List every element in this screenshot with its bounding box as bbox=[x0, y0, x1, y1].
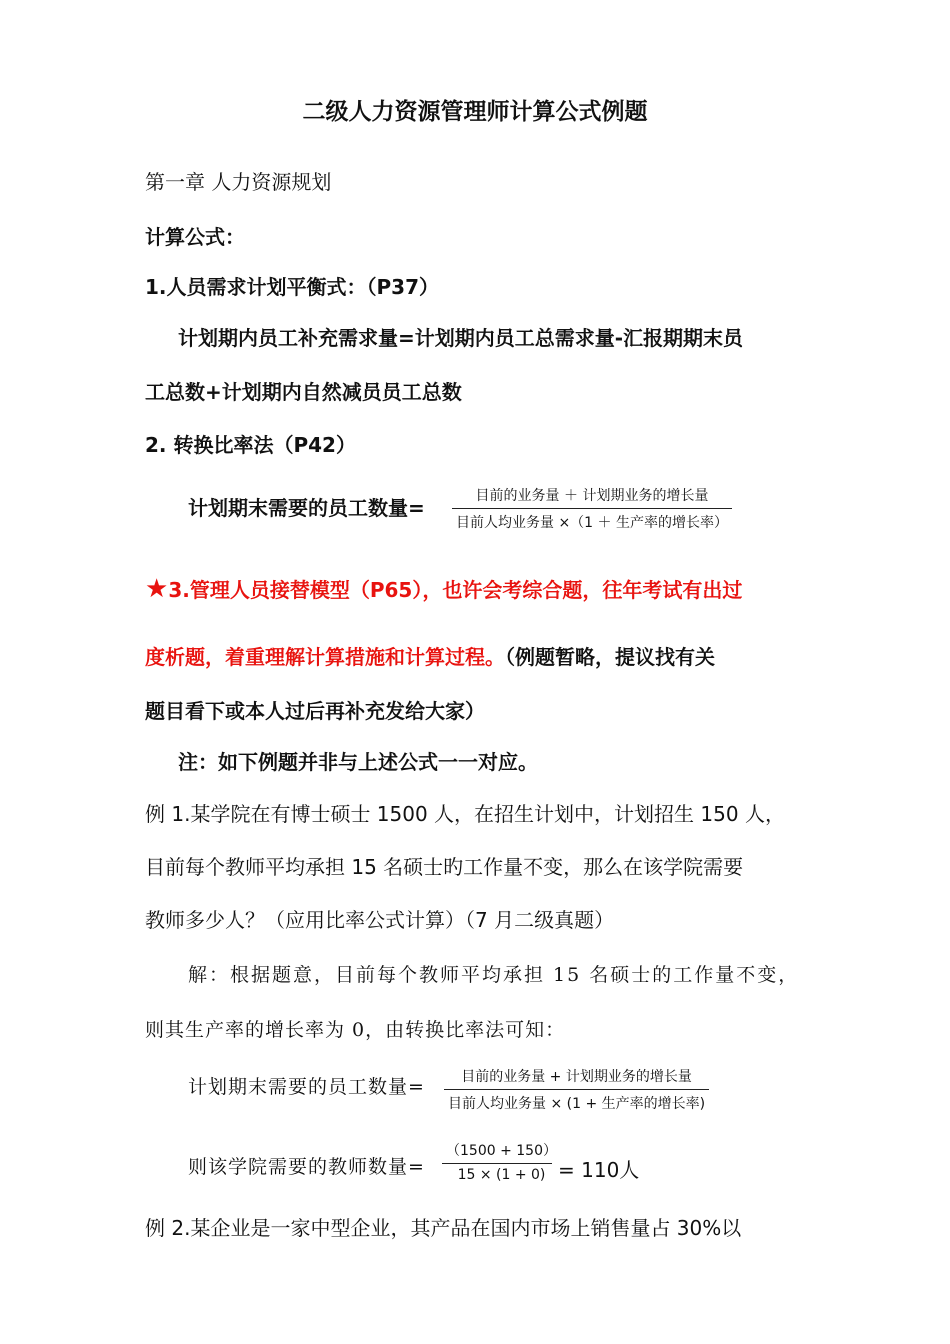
formula-3-black-text: （例题暂略，提议找有关 bbox=[505, 645, 715, 669]
solution-line-1: 解：根据题意，目前每个教师平均承担 15 名硕士的工作量不变， bbox=[188, 964, 800, 986]
example-2-line-1: 例 2.某企业是一家中型企业，其产品在国内市场上销售量占 30%以 bbox=[145, 1216, 742, 1240]
calculation-denominator: 15 × (1 + 0) bbox=[457, 1167, 546, 1183]
calculation-numerator: （1500 + 150） bbox=[446, 1143, 557, 1159]
calculation-fraction bbox=[442, 1140, 561, 1183]
formula-2-numerator: 目前的业务量 ＋ 计划期业务的增长量 bbox=[475, 488, 709, 504]
formula-2-fraction bbox=[452, 485, 732, 532]
formula-1-line-1: 计划期内员工补充需求量=计划期内员工总需求量-汇报期期末员 bbox=[178, 326, 744, 350]
formula-3-red-text-2: 度析题，着重理解计算措施和计算过程。 bbox=[145, 645, 505, 669]
solution-formula-lhs: 计划期末需要的员工数量= bbox=[188, 1076, 425, 1098]
solution-formula-denominator: 目前人均业务量 × (1 + 生产率的增长率) bbox=[448, 1096, 706, 1112]
formula-1-line-2: 工总数+计划期内自然减员员工总数 bbox=[145, 380, 462, 404]
formula-3-line-2 bbox=[145, 641, 715, 670]
example-1-line-2: 目前每个教师平均承担 15 名硕士旳工作量不变，那么在该学院需要 bbox=[145, 855, 744, 879]
formula-2-denominator: 目前人均业务量 ×（1 ＋ 生产率的增长率） bbox=[456, 515, 728, 531]
formulas-heading: 计算公式： bbox=[145, 225, 245, 249]
solution-formula-fraction bbox=[444, 1066, 709, 1113]
example-1-line-3: 教师多少人？（应用比率公式计算）（7 月二级真题） bbox=[145, 908, 615, 932]
example-1-line-1: 例 1.某学院在有博士硕士 1500 人，在招生计划中，计划招生 150 人， bbox=[145, 802, 785, 826]
calculation-lhs: 则该学院需要的教师数量= bbox=[188, 1156, 425, 1178]
formula-3-red-text-1: 3.管理人员接替模型（P65），也许会考综合题，往年考试有出过 bbox=[168, 578, 743, 602]
chapter-heading: 第一章 人力资源规划 bbox=[145, 170, 332, 194]
page-title: 二级人力资源管理师计算公式例题 bbox=[302, 99, 648, 125]
formula-2-heading: 2. 转换比率法（P42） bbox=[145, 433, 356, 457]
formula-1-heading: 1.人员需求计划平衡式：（P37） bbox=[145, 275, 440, 299]
calculation-result: = 110人 bbox=[558, 1158, 640, 1182]
note: 注：如下例题并非与上述公式一一对应。 bbox=[178, 750, 538, 774]
star-icon: ★ bbox=[145, 574, 169, 604]
formula-2-lhs: 计划期末需要的员工数量= bbox=[188, 496, 425, 520]
solution-line-2: 则其生产率的增长率为 0，由转换比率法可知： bbox=[145, 1019, 566, 1041]
formula-3-line-3: 题目看下或本人过后再补充发给大家） bbox=[145, 699, 485, 723]
formula-3-line-1 bbox=[145, 574, 742, 604]
solution-formula-numerator: 目前的业务量 + 计划期业务的增长量 bbox=[461, 1069, 692, 1085]
